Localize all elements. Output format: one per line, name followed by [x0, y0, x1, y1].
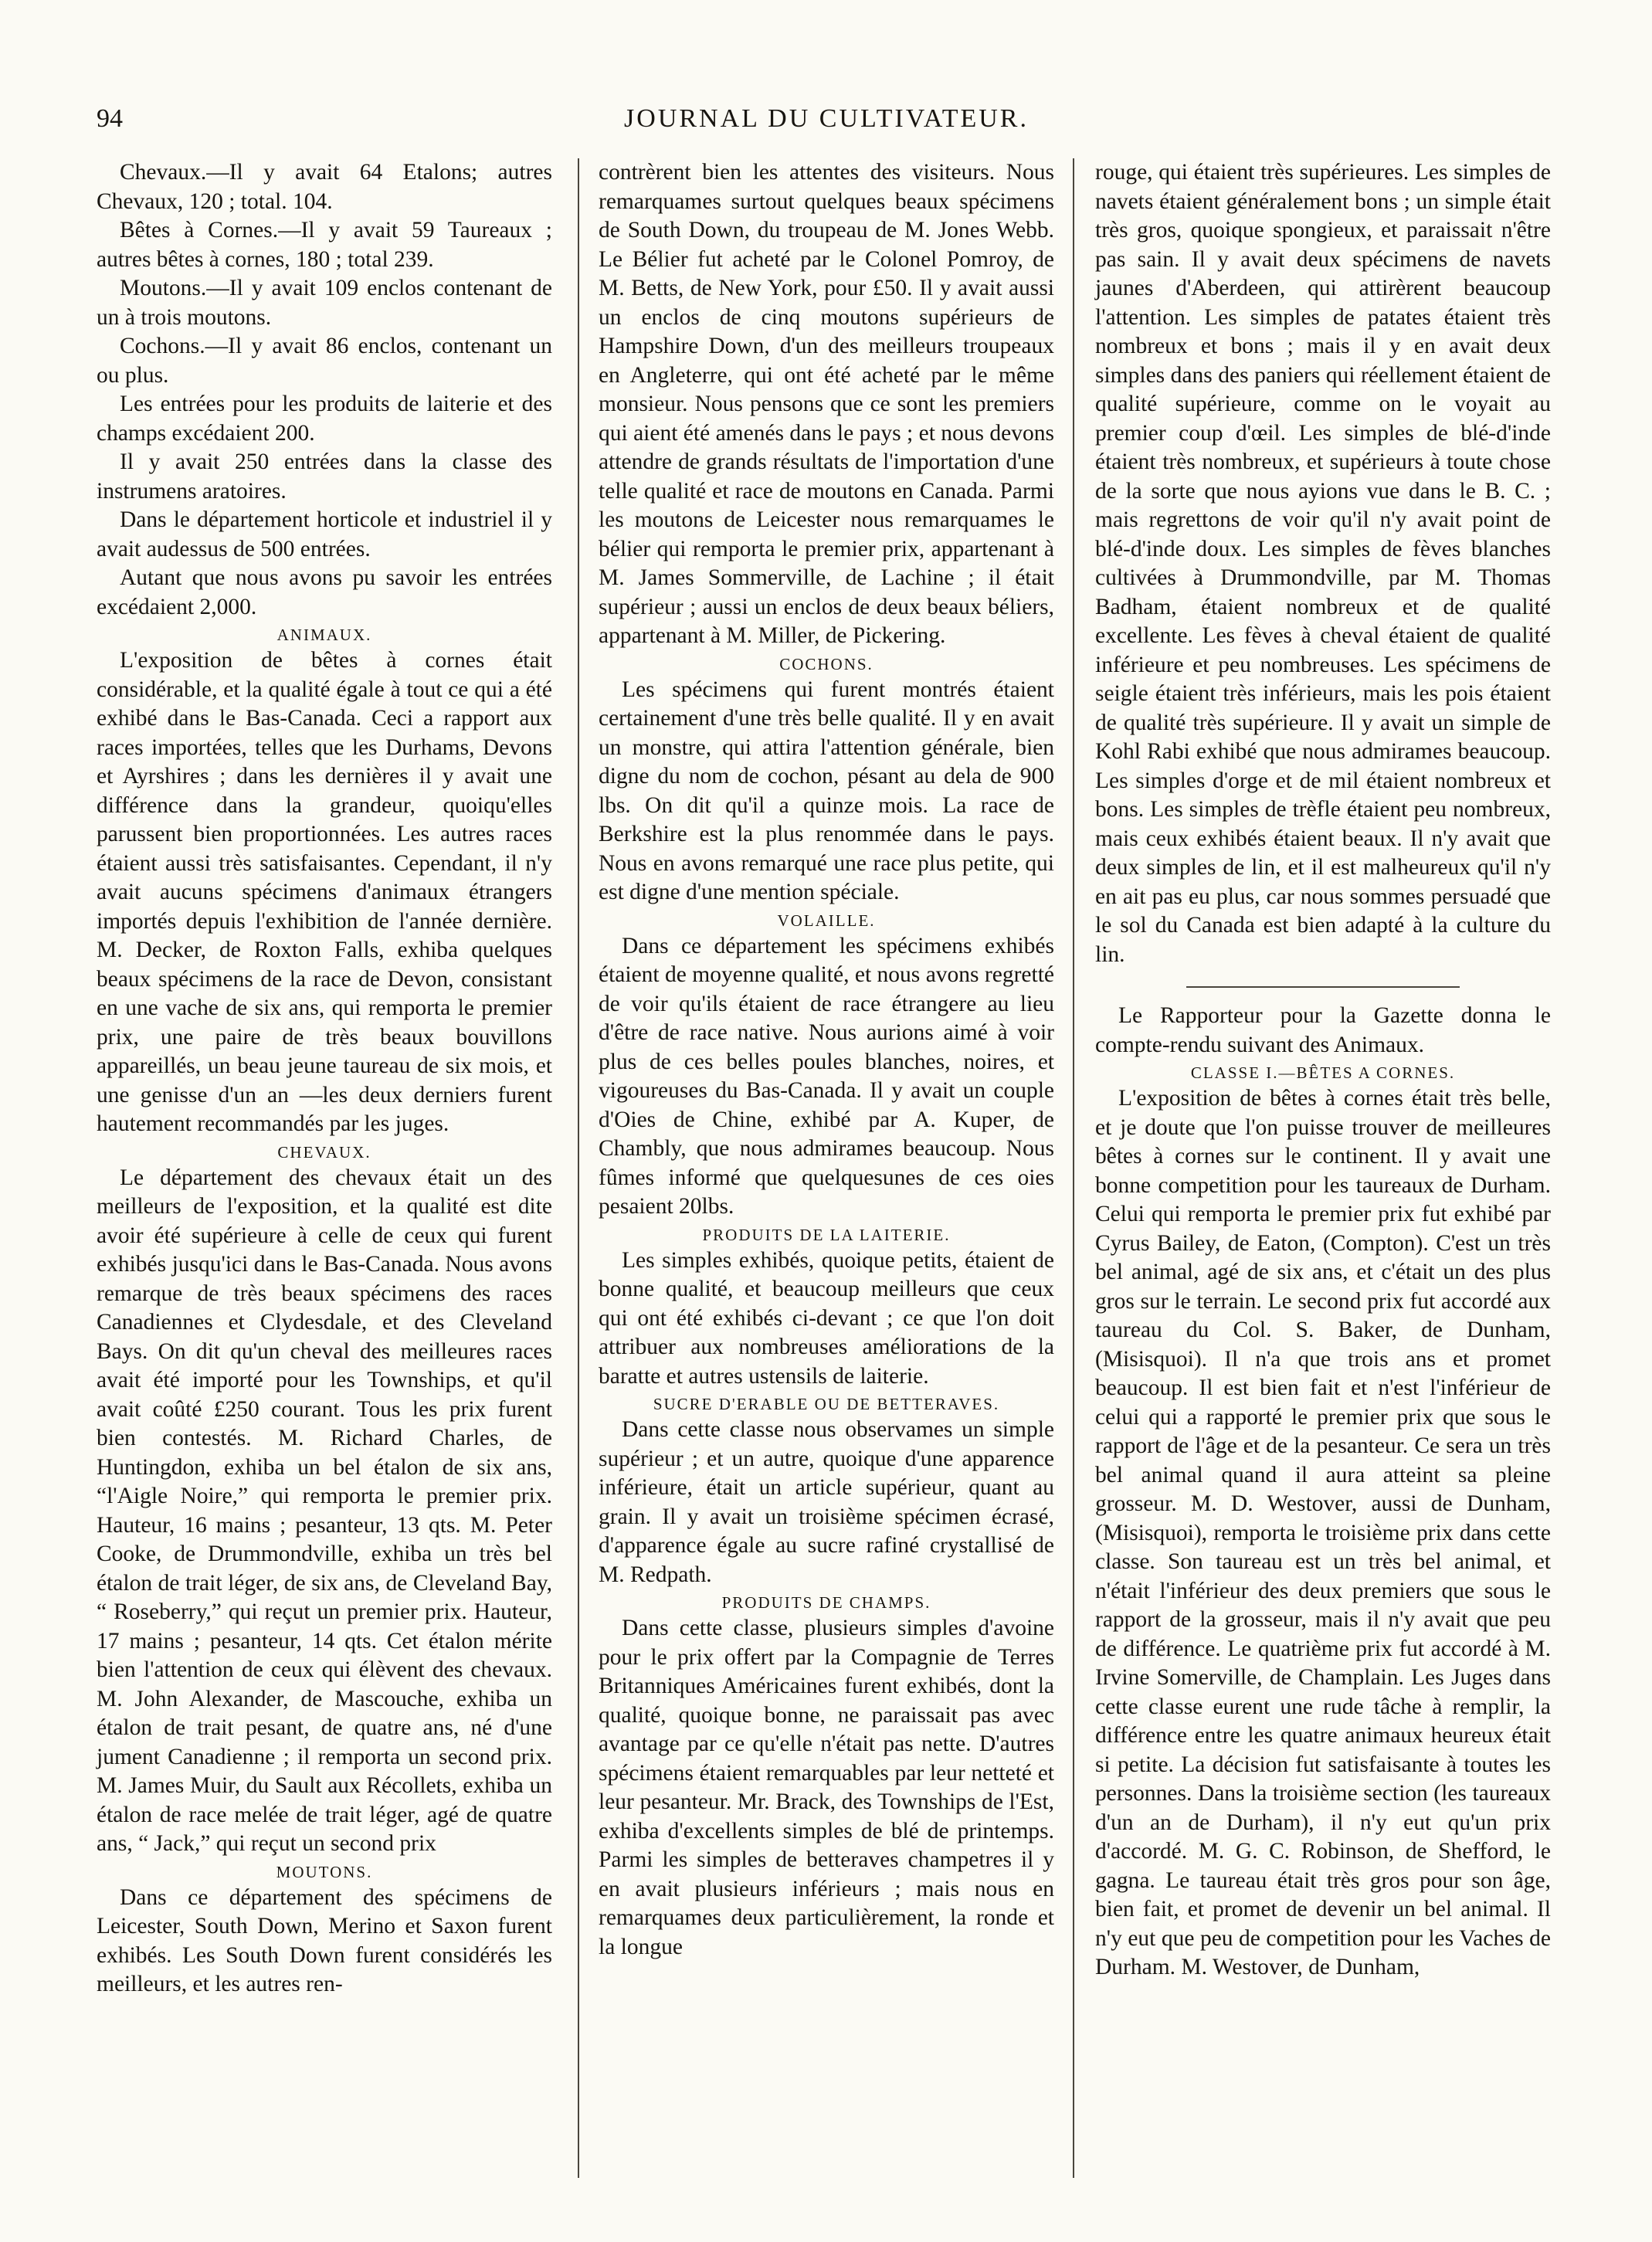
section-heading: CHEVAUX. [277, 1142, 371, 1162]
section-heading: COCHONS. [779, 654, 873, 673]
section-divider [1186, 986, 1460, 988]
column-rule [578, 158, 579, 2178]
paragraph: Chevaux.—Il y avait 64 Etalons; autres Chevaux, 120 ; total. 104. [97, 160, 552, 214]
paragraph: Dans ce département les spécimens exhibés étaient de moyenne qualité, et nous avons regretté de voir qu'ils étaient de race étrangere au lieu d'être de race native. Nous aurions aimé à voir plus de ces belles poules blanches, noires, et vigoureuses du Bas-Canada. Il y avait un couple d'Oies de Chine, exhibé par A. Kuper, de Chambly, que nous admirames beaucoup. Nous fûmes informé que quelquesunes de ces oies pesaient 20lbs. [599, 933, 1054, 1219]
page-header [97, 104, 1556, 151]
section-heading: SUCRE D'ERABLE OU DE BETTERAVES. [653, 1395, 1000, 1413]
paragraph: Bêtes à Cornes.—Il y avait 59 Taureaux ; autres bêtes à cornes, 180 ; total 239. [97, 218, 552, 272]
column-rule [1073, 158, 1074, 2178]
paragraph: L'exposition de bêtes à cornes était considérable, et la qualité égale à tout ce qui a été exhibé dans le Bas-Canada. Ceci a rapport aux races importées, telles que les Durhams, Devons et Ayrshires ; dans les dernières il y avait une différence dans la grandeur, quoiqu'elles parussent bien proportionnées. Les autres races étaient aussi très satisfaisantes. Cependant, il n'y avait aucuns spécimens d'animaux étrangers importés depuis l'exhibition de l'année dernière. M. Decker, de Roxton Falls, exhiba quelques beaux spécimens de la race de Devon, consistant en une vache de six ans, qui remporta le premier prix, une paire de très beaux bouvillons appareillés, un beau jeune taureau de six mois, et une genisse d'un an —les deux derniers furent hautement recommandés par les juges. [97, 648, 552, 1136]
paragraph: Les simples exhibés, quoique petits, étaient de bonne qualité, et beaucoup meilleurs que ceux qui ont été exhibés ci-devant ; ce que l'on doit attribuer aux nombreuses améliorations de la baratte et autres ustensils de laiterie. [599, 1247, 1054, 1389]
paragraph: Dans ce département des spécimens de Leicester, South Down, Merino et Saxon furent exhibés. Les South Down furent considérés les meilleurs, et les autres ren- [97, 1884, 552, 1996]
paragraph: Les entrées pour les produits de laiterie et des champs excédaient 200. [97, 392, 552, 446]
section-heading: VOLAILLE. [777, 911, 876, 930]
column-3 [1095, 158, 1551, 1983]
column-2 [599, 158, 1054, 1962]
paragraph: Il y avait 250 entrées dans la classe des instrumens aratoires. [97, 449, 552, 504]
paragraph: Les spécimens qui furent montrés étaient certainement d'une très belle qualité. Il y en avait un monstre, qui attira l'attention générale, bien digne du nom de cochon, pésant au dela de 900 lbs. On dit qu'il a quinze mois. La race de Berkshire est la plus renommée dans le pays. Nous en avons remarqué une race plus petite, qui est digne d'une mention spéciale. [599, 677, 1054, 904]
page-number: 94 [97, 104, 123, 133]
running-title: JOURNAL DU CULTIVATEUR. [624, 104, 1029, 133]
paragraph: Cochons.—Il y avait 86 enclos, contenant un ou plus. [97, 334, 552, 388]
paragraph: Moutons.—Il y avait 109 enclos contenant de un à trois moutons. [97, 276, 552, 330]
paragraph: Autant que nous avons pu savoir les entrées excédaient 2,000. [97, 565, 552, 619]
column-1 [97, 158, 552, 1999]
paragraph: Dans le département horticole et industriel il y avait audessus de 500 entrées. [97, 507, 552, 561]
section-heading: CLASSE I.—BÊTES A CORNES. [1190, 1063, 1456, 1082]
section-heading: PRODUITS DE CHAMPS. [721, 1593, 931, 1612]
section-heading: MOUTONS. [276, 1862, 373, 1881]
continued-paragraph: contrèrent bien les attentes des visiteurs. Nous remarquames surtout quelques beaux spécimens de South Down, du troupeau de M. Jones Webb. Le Bélier fut acheté par le Colonel Pomroy, de M. Betts, de New York, pour £50. Il y avait aussi un enclos de cinq moutons supérieurs de Hampshire Down, d'un des meilleurs troupeaux en Angleterre, qui ont été acheté par le même monsieur. Nous pensons que ce sont les premiers qui aient été amenés dans le pays ; et nous devons attendre de grands résultats de l'importation d'une telle qualité et race de moutons en Canada. Parmi les moutons de Leicester nous remarquames le bélier qui remporta le premier prix, appartenant à M. James Sommerville, de Lachine ; il était supérieur ; aussi un enclos de deux beaux béliers, appartenant à M. Miller, de Pickering. [599, 160, 1054, 648]
continued-paragraph: rouge, qui étaient très supérieures. Les simples de navets étaient généralement bons ; un simple était très gros, quoique spongieux, et paraissait n'être pas sain. Il y avait deux spécimens de navets jaunes d'Aberdeen, qui attirèrent beaucoup l'attention. Les simples de patates étaient très nombreux et bons ; mais il y en avait deux simples dans des paniers qui réellement étaient de qualité supérieure, comme on le voyait au premier coup d'œil. Les simples de blé-d'inde étaient très nombreux, et supérieurs à toute chose de la sorte que nous ayions vue dans le B. C. ; mais regrettons de voir qu'il n'y avait point de blé-d'inde doux. Les simples de fèves blanches cultivées à Drummondville, par M. Thomas Badham, étaient nombreux et de qualité excellente. Les fèves à cheval étaient de qualité inférieure et peu nombreuses. Les spécimens de seigle étaient très inférieurs, mais les pois étaient de qualité très supérieure. Il y avait un simple de Kohl Rabi exhibé que nous admirames beaucoup. Les simples d'orge et de mil étaient nombreux et bons. Les simples de trèfle étaient peu nombreux, mais ceux exhibés étaient beaux. Il n'y avait que deux simples de lin, et il est malheureux qu'il n'y en ait pas eu plus, car nous sommes persuadé que le sol du Canada est bien adapté à la culture du lin. [1095, 160, 1551, 967]
paragraph: Dans cette classe nous observames un simple supérieur ; et un autre, quoique d'une apparence inférieure, était un article supérieur, quant au grain. Il y avait un troisième spécimen écrasé, d'apparence égale au sucre rafiné crystallisé de M. Redpath. [599, 1417, 1054, 1587]
paragraph: Le Rapporteur pour la Gazette donna le compte-rendu suivant des Animaux. [1095, 1003, 1551, 1057]
paragraph: Dans cette classe, plusieurs simples d'avoine pour le prix offert par la Compagnie de Terres Britanniques Américaines furent exhibés, dont la qualité, quoique bonne, ne paraissait pas avec avantage par ce qu'elle n'était pas nette. D'autres spécimens étaient remarquables par leur netteté et leur pesanteur. Mr. Brack, des Townships de l'Est, exhiba d'excellents simples de blé de printemps. Parmi les simples de betteraves champetres il y en avait plusieurs inférieurs ; mais nous en remarquames deux particulièrement, la ronde et la longue [599, 1616, 1054, 1959]
paragraph: Le département des chevaux était un des meilleurs de l'exposition, et la qualité est dite avoir été supérieure à celle de ceux qui furent exhibés jusqu'ici dans le Bas-Canada. Nous avons remarque de très beaux spécimens des races Canadiennes et Clydesdale, et des Cleveland Bays. On dit qu'un cheval des meilleures races avait été importé pour les Townships, et qu'il avait coûté £250 courant. Tous les prix furent bien contestés. M. Richard Charles, de Huntingdon, exhiba un bel étalon de six ans, “l'Aigle Noire,” qui remporta le premier prix. Hauteur, 16 mains ; pesanteur, 13 qts. M. Peter Cooke, de Drummondville, exhiba un très bel étalon de trait léger, de six ans, de Cleveland Bay, “ Roseberry,” qui reçut un premier prix. Hauteur, 17 mains ; pesanteur, 14 qts. Cet étalon mérite bien l'attention de ceux qui élèvent des chevaux. M. John Alexander, de Mascouche, exhiba un étalon de trait pesant, de quatre ans, né d'une jument Canadienne ; il remporta un second prix. M. James Muir, du Sault aux Récollets, exhiba un étalon de race melée de trait léger, agé de quatre ans, “ Jack,” qui reçut un second prix [97, 1165, 552, 1856]
paragraph: L'exposition de bêtes à cornes était très belle, et je doute que l'on puisse trouver de meilleures bêtes à cornes sur le continent. Il y avait une bonne competition pour les taureaux de Durham. Celui qui remporta le premier prix fut exhibé par Cyrus Bailey, de Eaton, (Compton). C'est un très bel animal, agé de six ans, et c'était un des plus gros sur le terrain. Le second prix fut accordé aux taureau du Col. S. Baker, de Dunham, (Misisquoi). Il n'a que trois ans et promet beaucoup. Il est bien fait et n'est l'inférieur de celui qui a rapporté le premier prix que sous le rapport de l'âge et de la pesanteur. Ce sera un très bel animal quand il aura atteint sa pleine grosseur. M. D. Westover, aussi de Dunham, (Misisquoi), remporta le troisième prix dans cette classe. Son taureau est un très bel animal, et n'était l'inférieur des deux premiers que sous le rapport de la grosseur, mais il n'y avait que peu de différence. Le quatrième prix fut accordé à M. Irvine Somerville, de Champlain. Les Juges dans cette classe eurent une rude tâche à remplir, la différence entre les quatre animaux heureux était si petite. La décision fut satisfaisante à toutes les personnes. Dans la troisième section (les taureaux d'un an de Durham), il n'y eut qu'un prix d'accordé. M. G. C. Robinson, de Shefford, le gagna. Le taureau était très gros pour son âge, bien fait, et promet de devenir un bel animal. Il n'y eut que peu de competition pour les Vaches de Durham. M. Westover, de Dunham, [1095, 1086, 1551, 1979]
section-heading: PRODUITS DE LA LAITERIE. [702, 1225, 951, 1244]
section-heading: ANIMAUX. [276, 626, 372, 644]
